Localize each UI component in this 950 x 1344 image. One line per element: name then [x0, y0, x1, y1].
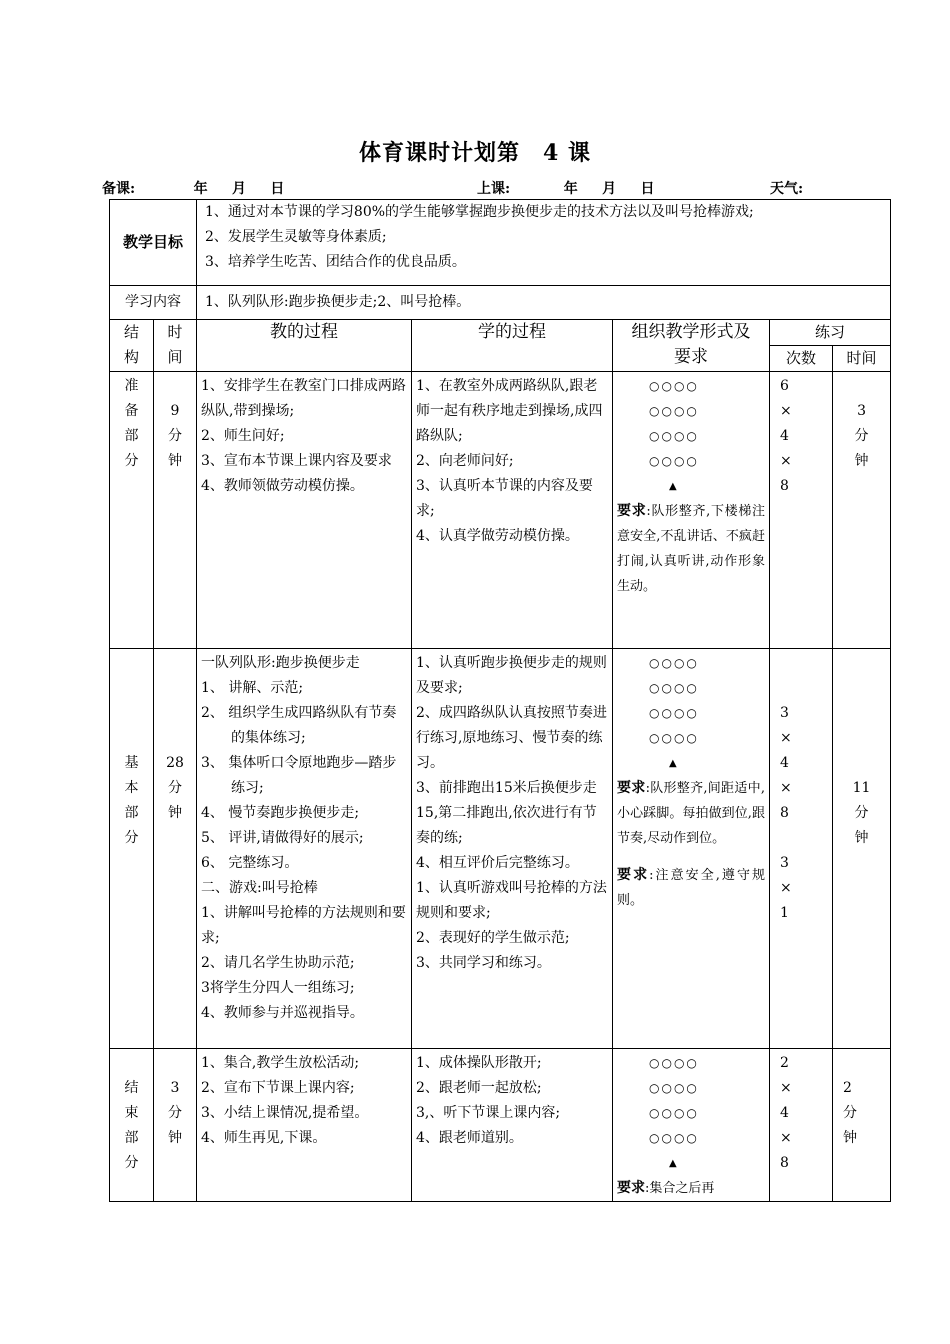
formation-row: ○○○○: [649, 404, 699, 418]
formation-row: ○○○○: [649, 656, 699, 670]
basic-teaching: 一队列队形:跑步换便步走 1、 讲解、示范; 2、 组织学生成四路纵队有节奏的集体练习; 3、 集体听口令原地跑步—踏步练习; 4、 慢节奏跑步换便步走; 5、 评讲,请做得好的展示; 6、 完整练习。 二、游戏:叫号抢棒 1、讲解叫号抢棒的方法规则和要求; 2、请几名学生协助示范; 3将学生分四人一组练习; 4、教师参与并巡视指导。: [197, 649, 412, 1049]
basic-learning: 1、认真听跑步换便步走的规则及要求; 2、成四路纵队认真按照节奏进行练习,原地练习、慢节奏的练习。 3、前排跑出15米后换便步走15,第二排跑出,依次进行有节奏的练; 4、相互评价后完整练习。 1、认真听游戏叫号抢棒的方法规则和要求; 2、表现好的学生做示范; 3、共同学习和练习。: [412, 649, 613, 1049]
formation-row: ○○○○: [649, 681, 699, 695]
lesson-plan-table: [109, 199, 891, 1202]
basic-count: 3 × 4 × 8 3 × 1: [770, 649, 833, 1049]
prep-section-row: [110, 372, 891, 649]
end-count: 2 × 4 × 8: [770, 1049, 833, 1202]
objectives-list: [197, 200, 891, 286]
prep-duration: 3 分 钟: [833, 372, 891, 649]
lesson-plan-title: 体育课时计划第 4 课: [359, 140, 591, 166]
header-time: 时 间: [154, 320, 197, 372]
formation-row: ○○○○: [649, 1081, 699, 1095]
prep-date-label: 备课: 年 月 日: [102, 181, 285, 197]
basic-requirement-1: 要求:队形整齐,间距适中,小心踩脚。每拍做到位,跟节奏,尽动作到位。: [617, 780, 766, 846]
prep-requirement: 要求:队形整齐,下楼梯注意安全,不乱讲话、不疯赶打闹,认真听讲,动作形象生动。: [617, 503, 766, 594]
formation-row: ○○○○: [649, 731, 699, 745]
prep-count: 6 × 4 × 8: [770, 372, 833, 649]
basic-section-row: [110, 649, 891, 1049]
formation-row: ○○○○: [649, 1131, 699, 1145]
header-learning: 学的过程: [412, 320, 613, 372]
weather-label: 天气:: [770, 181, 804, 197]
formation-row: ○○○○: [649, 379, 699, 393]
basic-section-time: 28 分 钟: [154, 649, 197, 1049]
header-teaching: 教的过程: [197, 320, 412, 372]
header-structure: 结 构: [110, 320, 154, 372]
class-date-label: 上课: 年 月 日: [477, 181, 655, 197]
teacher-marker-icon: ▲: [669, 1158, 677, 1169]
basic-requirement-2: 要求:注意安全,遵守规则。: [617, 867, 766, 908]
objectives-label: 教学目标: [110, 200, 197, 286]
content-text: 1、队列队形:跑步换便步走;2、叫号抢棒。: [197, 286, 891, 320]
basic-organization: [613, 649, 770, 1049]
end-organization: [613, 1049, 770, 1202]
content-label: 学习内容: [110, 286, 197, 320]
objectives-row: [110, 200, 891, 286]
objective-item: 3、培养学生吃苦、团结合作的优良品质。: [205, 254, 466, 270]
teacher-marker-icon: ▲: [669, 481, 677, 492]
end-requirement: 要求:集合之后再: [617, 1180, 715, 1196]
end-duration: 2 分 钟: [833, 1049, 891, 1202]
objective-item: 2、发展学生灵敏等身体素质;: [205, 229, 387, 245]
content-row: [110, 286, 891, 320]
end-teaching: 1、集合,教学生放松活动; 2、宣布下节课上课内容; 3、小结上课情况,提希望。 4、师生再见,下课。: [197, 1049, 412, 1202]
formation-row: ○○○○: [649, 429, 699, 443]
end-section-name: 结 束 部 分: [110, 1049, 154, 1202]
header-practice: 练习: [770, 320, 891, 346]
basic-section-name: 基 本 部 分: [110, 649, 154, 1049]
objective-item: 1、通过对本节课的学习80%的学生能够掌握跑步换便步走的技术方法以及叫号抢棒游戏;: [205, 204, 754, 220]
end-learning: 1、成体操队形散开; 2、跟老师一起放松; 3,、听下节课上课内容; 4、跟老师道别。: [412, 1049, 613, 1202]
teacher-marker-icon: ▲: [669, 758, 677, 769]
end-section-time: 3 分 钟: [154, 1049, 197, 1202]
header-count: 次数: [770, 346, 833, 372]
header-duration: 时间: [833, 346, 891, 372]
formation-row: ○○○○: [649, 1056, 699, 1070]
formation-row: ○○○○: [649, 454, 699, 468]
prep-teaching: 1、安排学生在教室门口排成两路纵队,带到操场; 2、师生问好; 3、宣布本节课上课内容及要求 4、教师领做劳动模仿操。: [197, 372, 412, 649]
formation-row: ○○○○: [649, 1106, 699, 1120]
header-row: [110, 320, 891, 346]
end-section-row: [110, 1049, 891, 1202]
prep-organization: [613, 372, 770, 649]
prep-learning: 1、在教室外成两路纵队,跟老师一起有秩序地走到操场,成四路纵队; 2、向老师问好; 3、认真听本节课的内容及要求; 4、认真学做劳动模仿操。: [412, 372, 613, 649]
header-organization: 组织教学形式及 要求: [613, 320, 770, 372]
basic-duration: 11 分 钟: [833, 649, 891, 1049]
formation-row: ○○○○: [649, 706, 699, 720]
prep-section-name: 准 备 部 分: [110, 372, 154, 649]
prep-section-time: 9 分 钟: [154, 372, 197, 649]
